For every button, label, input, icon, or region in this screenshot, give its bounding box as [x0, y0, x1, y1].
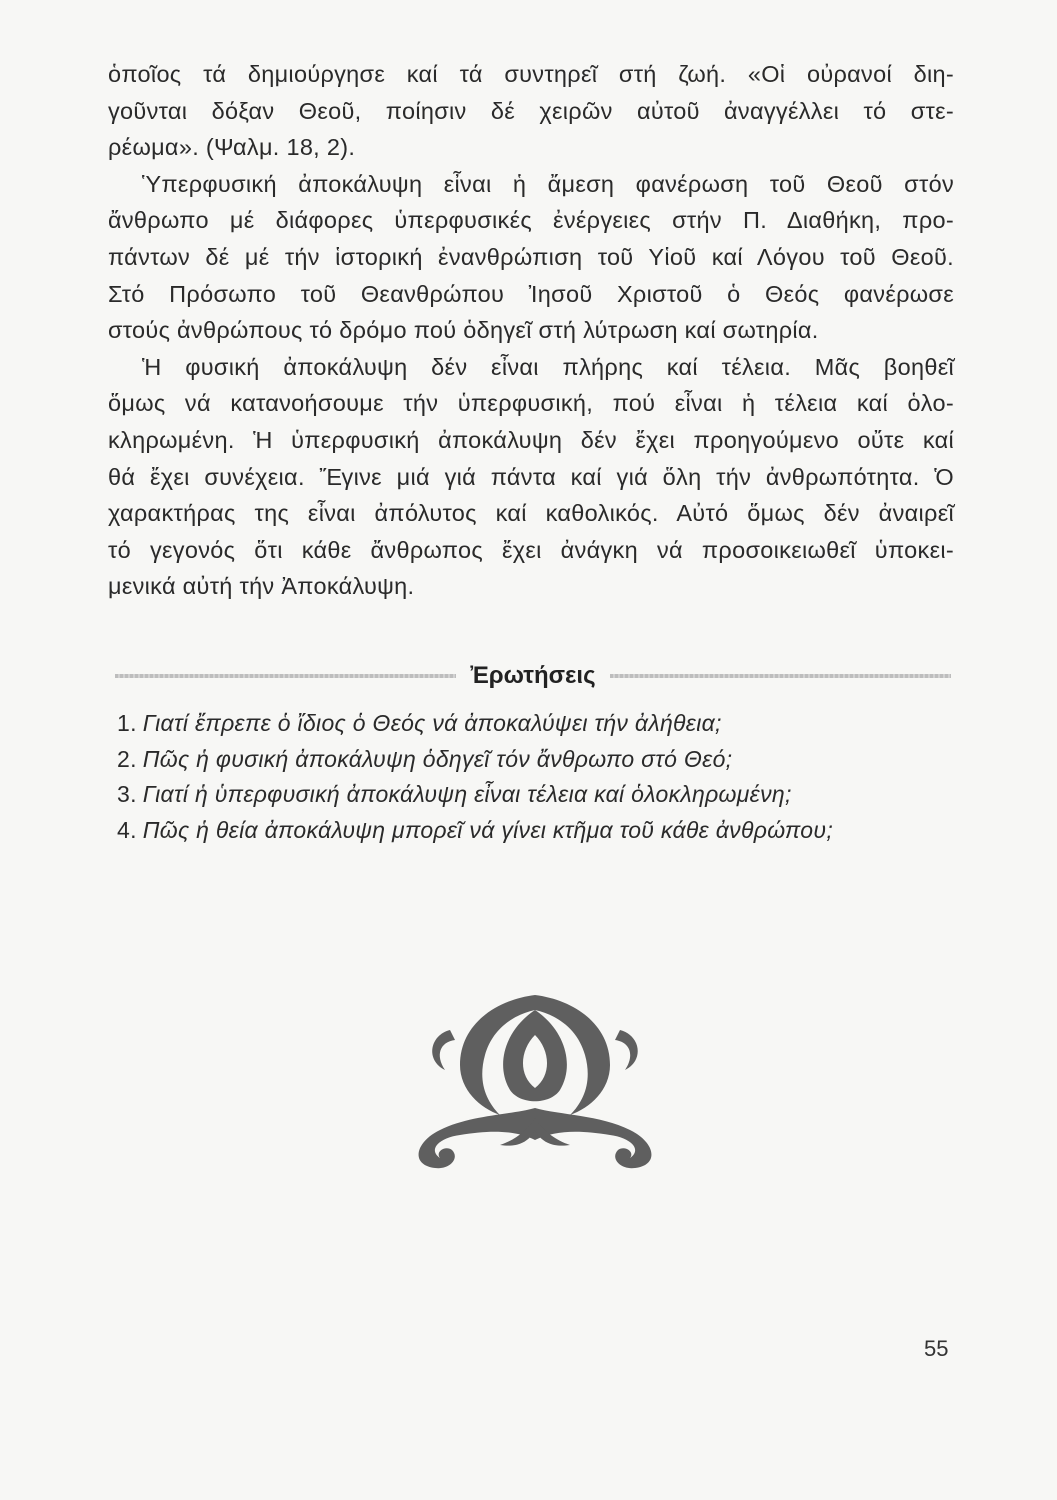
text-line: ὅμως νά κατανοήσουμε τήν ὑπερφυσική, πού εἶναι ἡ τέλεια καί ὁλο-: [108, 390, 954, 417]
question-number: 4.: [117, 816, 137, 843]
question-text: Πῶς ἡ φυσική ἀποκάλυψη ὁδηγεῖ τόν ἄνθρωπο στό Θεό;: [142, 745, 733, 772]
text-line: ὁποῖος τά δημιούργησε καί τά συντηρεῖ στή ζωή. «Οἱ οὐρανοί διη-: [108, 61, 954, 87]
question-number: 2.: [117, 745, 137, 772]
text-line: στούς ἀνθρώπους τό δρόμο πού ὁδηγεῖ στή λύτρωση καί σωτηρία.: [108, 317, 819, 344]
text-line: ἄνθρωπο μέ διάφορες ὑπερφυσικές ἐνέργειες στήν Π. Διαθήκη, προ-: [108, 207, 954, 234]
text-line: γοῦνται δόξαν Θεοῦ, ποίησιν δέ χειρῶν αὐτοῦ ἀναγγέλλει τό στε-: [108, 97, 954, 124]
question-text: Γιατί ἔπρεπε ὁ ἴδιος ὁ Θεός νά ἀποκαλύψει τήν ἀλήθεια;: [142, 710, 722, 736]
text-line: θά ἔχει συνέχεια. Ἔγινε μιά γιά πάντα καί γιά ὅλη τήν ἀνθρωπότητα. Ὁ: [108, 463, 954, 490]
text-line: μενικά αὐτή τήν Ἀποκάλυψη.: [108, 573, 415, 600]
question-text: Πῶς ἡ θεία ἀποκάλυψη μπορεῖ νά γίνει κτῆμα τοῦ κάθε ἀνθρώπου;: [142, 816, 834, 843]
question-item: [117, 742, 833, 778]
ornament-icon: [400, 990, 670, 1175]
text-line: Ἡ φυσική ἀποκάλυψη δέν εἶναι πλήρης καί τέλεια. Μᾶς βοηθεῖ: [142, 353, 954, 380]
text-line: χαρακτήρας της εἶναι ἀπόλυτος καί καθολικός. Αὐτό ὅμως δέν ἀναιρεῖ: [108, 500, 954, 527]
page-number: 55: [924, 1336, 949, 1361]
question-number: 1.: [117, 710, 137, 736]
divider-left: [115, 674, 456, 678]
section-heading: Ἐρωτήσεις: [470, 662, 596, 689]
section-heading-row: [115, 656, 951, 696]
text-line: Στό Πρόσωπο τοῦ Θεανθρώπου Ἰησοῦ Χριστοῦ ὁ Θεός φανέρωσε: [108, 280, 954, 307]
text-line: ρέωμα». (Ψαλμ. 18, 2).: [108, 134, 356, 161]
questions-list: [117, 706, 833, 848]
question-item: [117, 813, 833, 849]
question-number: 3.: [117, 781, 137, 807]
divider-right: [610, 674, 951, 678]
text-line: πάντων δέ μέ τήν ἱστορική ἐνανθρώπιση τοῦ Υἱοῦ καί Λόγου τοῦ Θεοῦ.: [108, 243, 954, 270]
body-text: [108, 56, 954, 605]
question-text: Γιατί ἡ ὑπερφυσική ἀποκάλυψη εἶναι τέλεια καί ὁλοκληρωμένη;: [142, 781, 792, 807]
text-line: Ὑπερφυσική ἀποκάλυψη εἶναι ἡ ἄμεση φανέρωση τοῦ Θεοῦ στόν: [142, 170, 954, 197]
text-line: τό γεγονός ὅτι κάθε ἄνθρωπος ἔχει ἀνάγκη νά προσοικειωθεῖ ὑποκει-: [108, 536, 954, 563]
question-item: [117, 706, 833, 742]
text-line: κληρωμένη. Ἡ ὑπερφυσική ἀποκάλυψη δέν ἔχει προηγούμενο οὔτε καί: [108, 426, 954, 453]
question-item: [117, 777, 833, 813]
